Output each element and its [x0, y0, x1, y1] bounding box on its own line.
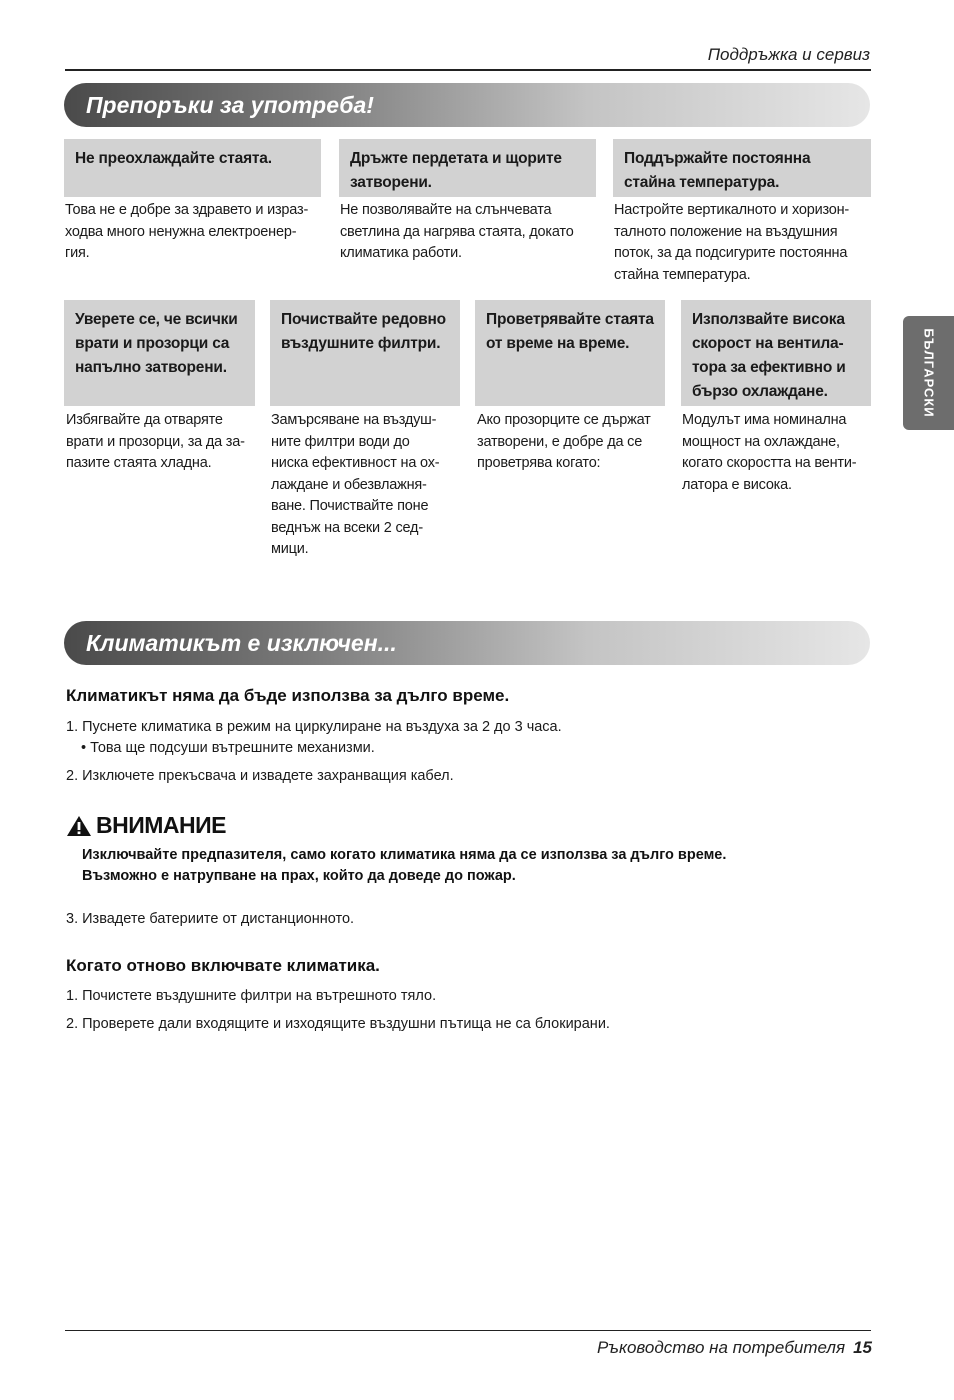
tip-text-doors-windows — [66, 410, 262, 475]
footer-rule — [65, 1330, 871, 1331]
tip-box-high-fan-speed — [681, 300, 871, 406]
tip-box-ventilate — [475, 300, 665, 406]
language-tab-label: БЪЛГАРСКИ — [921, 328, 936, 418]
tip-line: затворени, е добре да се — [477, 433, 643, 450]
tips-section-title: Препоръки за употреба! — [86, 91, 374, 118]
step-3: 3. Извадете батериите от дистанционното. — [66, 911, 355, 927]
tips-section-banner — [64, 83, 870, 127]
tip-text-ventilate — [477, 410, 673, 475]
tip-line: поток, за да подсигурите постоянна — [614, 245, 848, 261]
tip-text-high-fan-speed — [682, 410, 878, 496]
tip-line: когато скоростта на венти- — [682, 455, 857, 471]
caution-title: ВНИМАНИЕ — [96, 812, 227, 838]
tip-box-clean-filters — [270, 300, 460, 406]
tip-title: Проветрявайте стаята от време на време. — [486, 311, 654, 352]
tip-box-no-overcool — [64, 139, 321, 197]
tip-text-constant-temp — [614, 200, 876, 286]
footer-manual-title: Ръководство на потребителя — [597, 1338, 846, 1357]
tip-line: ниска ефективност на ох- — [271, 455, 440, 471]
tip-line: Модулът има номинална — [682, 412, 847, 428]
tip-line: ните филтри води до — [271, 433, 410, 450]
tip-line: латора е висока. — [682, 476, 792, 493]
tip-title: Дръжте пердетата и щорите затворени. — [350, 150, 562, 191]
off-section-banner — [64, 621, 870, 665]
tip-line: Не позволявайте на слънчевата — [340, 202, 552, 218]
caution-heading — [66, 812, 226, 839]
tip-line: веднъж на всеки 2 сед- — [271, 519, 423, 536]
tip-text-curtains — [340, 200, 602, 265]
footer — [597, 1338, 872, 1358]
tip-line: проветрява когато: — [477, 455, 601, 471]
tip-line: гия. — [65, 245, 90, 261]
restart-subheading: Когато отново включвате климатика. — [66, 956, 380, 975]
tip-text-clean-filters — [271, 410, 467, 561]
tip-title: Почиствайте редовно въздушните филтри. — [281, 311, 446, 352]
step-1: 1. Пуснете климатика в режим на циркулиране на въздуха за 2 до 3 часа. — [66, 719, 562, 735]
tip-line: ходва много ненужна електроенер- — [65, 223, 297, 240]
language-tab — [903, 316, 954, 430]
tip-title: Уверете се, че всички врати и прозорци са напълно затворени. — [75, 311, 238, 376]
off-section-title: Климатикът е изключен... — [86, 629, 397, 656]
tip-box-doors-windows — [64, 300, 255, 406]
step-2: 2. Изключете прекъсвача и извадете захранващия кабел. — [66, 768, 454, 784]
tip-box-curtains — [339, 139, 596, 197]
tip-line: ване. Почиствайте поне — [271, 498, 429, 514]
tip-text-no-overcool — [65, 200, 327, 265]
tip-line: врати и прозорци, за да за- — [66, 433, 245, 450]
tip-line: лаждане и обезвлажня- — [271, 476, 427, 493]
caution-line-2: Възможно е натрупване на прах, който да доведе до пожар. — [82, 868, 516, 884]
warning-icon — [66, 815, 92, 837]
step-1-bullet: • Това ще подсуши вътрешните механизми. — [81, 740, 375, 756]
caution-line-1: Изключвайте предпазителя, само когато климатика няма да се използва за дълго време. — [82, 847, 727, 863]
tip-title: Използвайте висока скорост на вентила-тора за ефективно и бързо охлаждане. — [692, 311, 846, 400]
restart-step-1: 1. Почистете въздушните филтри на вътрешното тяло. — [66, 988, 437, 1004]
tip-box-constant-temp — [613, 139, 871, 197]
restart-step-2: 2. Проверете дали входящите и изходящите въздушни пътища не са блокирани. — [66, 1016, 610, 1032]
tip-line: светлина да нагрява стаята, докато — [340, 223, 574, 240]
tip-line: Замърсяване на въздуш- — [271, 412, 437, 428]
header-rule — [65, 69, 871, 71]
tip-line: пазите стаята хладна. — [66, 455, 212, 471]
running-header: Поддръжка и сервиз — [707, 45, 870, 64]
long-term-subheading: Климатикът няма да бъде използва за дълго време. — [66, 686, 510, 705]
tip-line: стайна температура. — [614, 266, 751, 283]
tip-line: Избягвайте да отваряте — [66, 412, 223, 428]
tip-line: Ако прозорците се държат — [477, 412, 651, 428]
tip-line: талното положение на въздушния — [614, 223, 838, 240]
tip-line: мощност на охлаждане, — [682, 433, 840, 450]
page-number: 15 — [853, 1338, 872, 1357]
tip-line: Това не е добре за здравето и израз- — [65, 202, 309, 218]
tip-line: Настройте вертикалното и хоризон- — [614, 202, 850, 218]
tip-line: климатика работи. — [340, 245, 462, 261]
tip-title: Поддържайте постоянна стайна температура. — [624, 150, 811, 191]
tip-line: мици. — [271, 541, 309, 557]
tip-title: Не преохлаждайте стаята. — [75, 150, 272, 167]
